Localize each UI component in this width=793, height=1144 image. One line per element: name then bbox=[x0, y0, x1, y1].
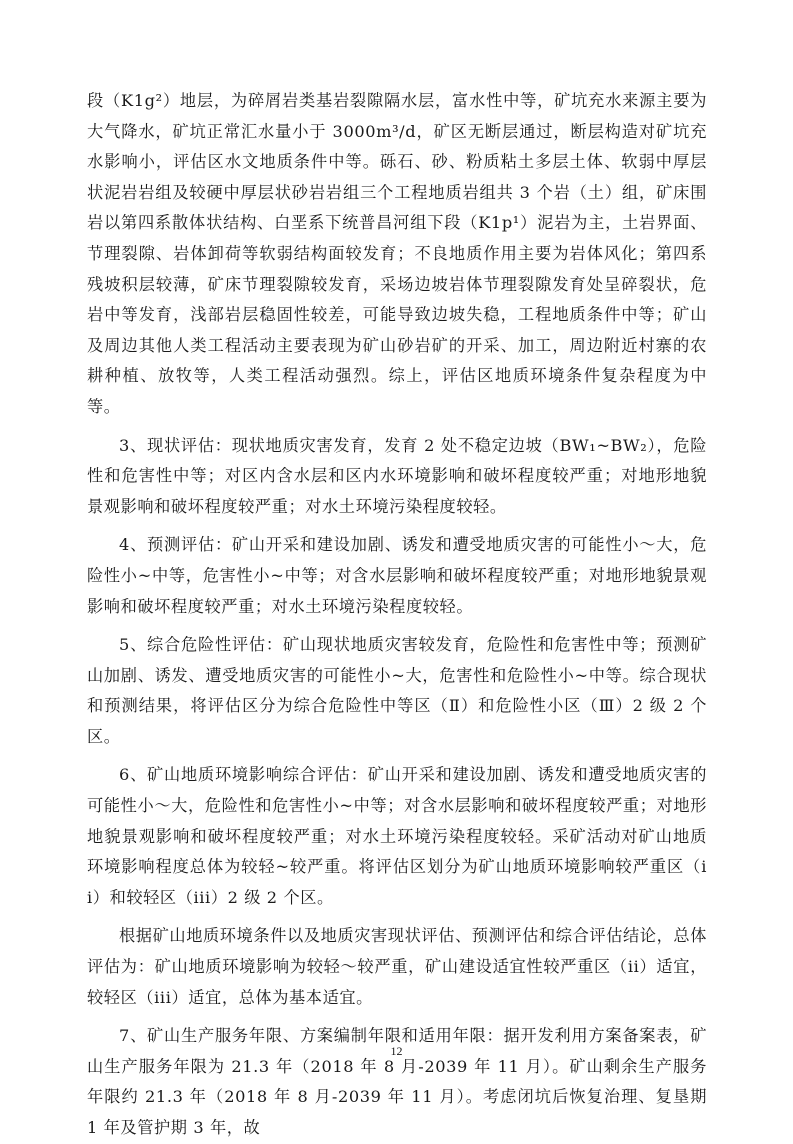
paragraph-current-assessment: 3、现状评估：现状地质灾害发育，发育 2 处不稳定边坡（BW₁~BW₂），危险性和危害性中等；对区内含水层和区内水环境影响和破坏程度较严重；对地形地貌景观影响和破坏程度较严重；对水土环境污染程度较轻。 bbox=[87, 435, 707, 516]
paragraph-comprehensive-risk-assessment: 5、综合危险性评估：矿山现状地质灾害较发育，危险性和危害性中等；预测矿山加剧、诱发、遭受地质灾害的可能性小~大，危害性和危险性小~中等。综合现状和预测结果，将评估区分为综合危险性中等区（Ⅱ）和危险性小区（Ⅲ）2 级 2 个区。 bbox=[87, 635, 707, 746]
paragraph-predictive-assessment: 4、预测评估：矿山开采和建设加剧、诱发和遭受地质灾害的可能性小～大，危险性小~中等，危害性小~中等；对含水层影响和破坏程度较严重；对地形地貌景观影响和破坏程度较严重；对水土环境污染程度较轻。 bbox=[87, 535, 707, 616]
paragraph-hydro-engineering-conditions: 段（K1g²）地层，为碎屑岩类基岩裂隙隔水层，富水性中等，矿坑充水来源主要为大气降水，矿坑正常汇水量小于 3000m³/d，矿区无断层通过，断层构造对矿坑充水影响小，评估区水文地质条件中等。砾石、砂、粉质粘土多层土体、软弱中厚层状泥岩岩组及较硬中厚层状砂岩岩组三个工程地质岩组共 3 个岩（土）组，矿床围岩以第四系散体状结构、白垩系下统普昌河组下段（K1p¹）泥岩为主，土岩界面、节理裂隙、岩体卸荷等软弱结构面较发育；不良地质作用主要为岩体风化；第四系残坡积层较薄，矿床节理裂隙较发育，采场边坡岩体节理裂隙发育处呈碎裂状，危岩中等发育，浅部岩层稳固性较差，可能导致边坡失稳，工程地质条件中等；矿山及周边其他人类工程活动主要表现为矿山砂岩矿的开采、加工，周边附近村寨的农耕种植、放牧等，人类工程活动强烈。综上，评估区地质环境条件复杂程度为中等。 bbox=[87, 91, 707, 416]
page-number: 12 bbox=[390, 1044, 403, 1058]
document-body bbox=[87, 86, 707, 1144]
paragraph-environment-impact-assessment: 6、矿山地质环境影响综合评估：矿山开采和建设加剧、诱发和遭受地质灾害的可能性小～大，危险性和危害性小~中等；对含水层影响和破坏程度较严重；对地形地貌景观影响和破坏程度较严重；对水土环境污染程度较轻。采矿活动对矿山地质环境影响程度总体为较轻~较严重。将评估区划分为矿山地质环境影响较严重区（ii）和较轻区（iii）2 级 2 个区。 bbox=[87, 765, 708, 907]
paragraph-overall-conclusion: 根据矿山地质环境条件以及地质灾害现状评估、预测评估和综合评估结论，总体评估为：矿山地质环境影响为较轻～较严重，矿山建设适宜性较严重区（ii）适宜，较轻区（iii）适宜，总体为基本适宜。 bbox=[87, 926, 707, 1007]
paragraph-service-life: 7、矿山生产服务年限、方案编制年限和适用年限：据开发利用方案备案表，矿山生产服务年限为 21.3 年（2018 年 8 月-2039 年 11 月）。矿山剩余生产服务年限约 21.3 年（2018 年 8 月-2039 年 11 月）。考虑闭坑后恢复治理、复垦期 1 年及管护期 3 年，故 bbox=[87, 1026, 707, 1137]
